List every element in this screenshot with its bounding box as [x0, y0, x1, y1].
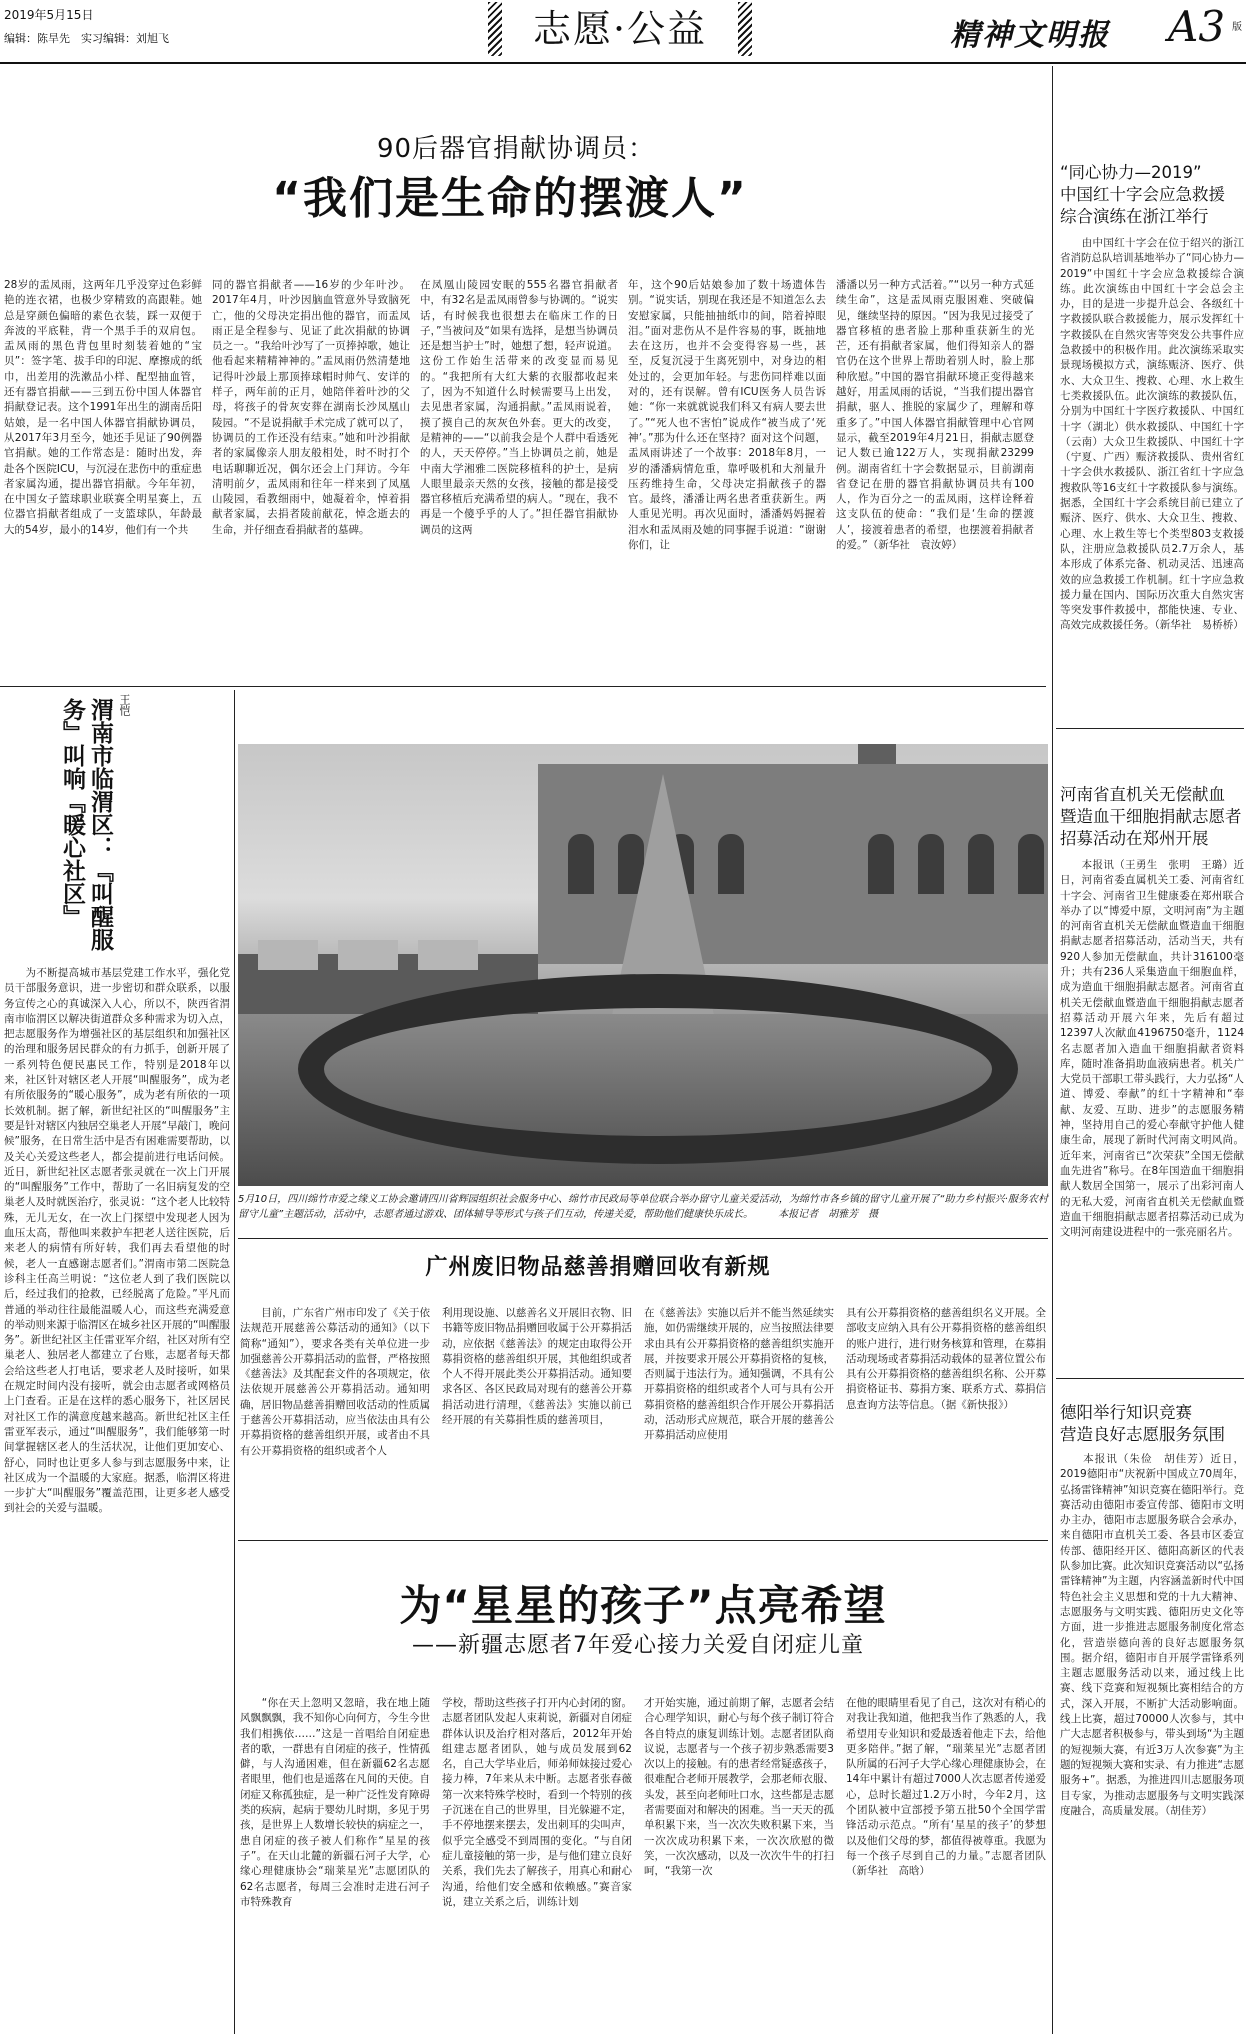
- xinjiang-story-column-3: 才开始实施，通过前期了解，志愿者会结合心理学知识，耐心与每个孩子制订符合各自特点的康复训练计划。志愿者团队商议说，志愿者与一个孩子初步熟悉需要3次以上的接触。有的患者经常疑惑孩子，很难配合老师开展教学，会那老师衣服、头发，甚至向老师吐口水，这些都是志愿者需要面对和解决的困难。当一天天的孤单积累下来，当一次次失败积累下来，当一次次成功积累下来，一次次欣慰的微笑，一次次感动，以及一次次牛牛的打扫呵，“我第一次: [644, 1697, 834, 1878]
- divider: [1056, 1378, 1244, 1379]
- sidebar-story-3-body: 本报讯（朱俭 胡佳芳）近日，2019德阳市“庆祝新中国成立70周年，弘扬雷锋精神”知识竞赛在德阳举行。竞赛活动由德阳市委宣传部、德阳市文明办主办，德阳市志愿服务联合会承办，来自德阳市直机关工委、各县市区委宣传部、德阳经开区、德阳高新区的代表队参加比赛。此次知识竞赛活动以“弘扬雷锋精神”为主题，内容涵盖新时代中国特色社会主义思想和党的十九大精神、志愿服务与文明实践、德阳历史文化等方面，进一步推进志愿服务制度化常态化，营造崇德向善的良好志愿服务氛围。据介绍，德阳市自开展学雷锋系列主题志愿服务活动以来，通过线上比赛、线下竞赛和短视频比赛相结合的方式，深入开展，不断扩大活动影响面。线上比赛，超过70000人次参与，其中广大志愿者积极参与，带头到场“为主题的短视频大赛，有近3万人次参赛”为主题的短视频大赛和实录、有力推进“志愿服务+”。据悉，为推进四川志愿服务项目专家，为推动志愿服务与文明实践深度融合，高质量发展。（胡佳芳）: [1060, 1453, 1244, 1817]
- main-story-column-1: 28岁的盂凤雨，这两年几乎没穿过色彩鲜艳的连衣裙，也极少穿精致的高跟鞋。她总是穿颜色偏暗的素色衣装，踩一双便于奔波的平底鞋，背一个黑手手的双肩包。盂凤雨的黑色背包里时刻装着她的“宝贝”：签字笔、拔手印的印泥、摩擦成的纸巾，出差用的洗漱品小样、配型抽血管，还有器官捐献——三到五份中国人体器官捐献登记表。这个1991年出生的湖南岳阳姑娘，是一名中国人体器官捐献协调员，从2017年3月至今，她还手见证了90例器官捐献。她的工作常态是：随时出发，奔赴各个医院ICU，与沉浸在悲伤中的重症患者家属沟通，提出器官捐献。今年年初，在中国女子篮球职业联赛全明星赛上，五位器官捐献者组成了一支篮球队，年龄最大的54岁，最小的14岁，他们有一个共: [4, 279, 202, 536]
- divider: [0, 686, 1046, 687]
- linwei-story-title: 渭南市临渭区：『叫醒服务』叫响『暖心社区』: [59, 698, 113, 951]
- section-title: 志愿·公益: [510, 2, 730, 56]
- xinjiang-story-column-1: “你在天上忽明又忽暗，我在地上随风飘飘飘，我不知你心向何方，今生今世我们相携依……”这是一首唱给自闭症患者的歌，一群患有自闭症的孩子，性情孤僻，与人沟通困难，但在新疆62名志愿者眼里，他们也是遥落在凡间的天使。自闭症又称孤独症，是一种广泛性发育障碍类的疾病，起病于婴幼儿时期，多见于男孩，是世界上人数增长较快的病症之一，患自闭症的孩子被人们称作“星星的孩子”。在天山北麓的新疆石河子大学，心缘心理健康协会“瑞莱星光”志愿团队的62名志愿者，每周三会准时走进石河子市特殊教育: [240, 1697, 430, 1908]
- photo-caption: 5月10日，四川绵竹市爱之缘义工协会邀请四川省辉园组织社会服务中心、绵竹市民政局等单位联合举办留守儿童关爱活动，为绵竹市各乡镇的留守儿童开展了“助力乡村振兴·服务农村留守儿童”主题活动，活动中，志愿者通过游戏、团体辅导等形式与孩子们互动，传递关爱，帮助他们健康快乐成长。 本报记者 胡雅芳 摄: [238, 1194, 1048, 1220]
- divider: [1056, 728, 1244, 729]
- sidebar-story-3-title: 德阳举行知识竞赛 营造良好志愿服务氛围: [1060, 1403, 1225, 1444]
- linwei-story-body: 为不断提高城市基层党建工作水平，强化党员干部服务意识，进一步密切和群众联系，以服务宣传之心的真诚深入人心，所以不，陕西省渭南市临渭区以解决街道群众多种需求为切入点，把志愿服务作为增强社区的基层组织和加强社区的治理和服务居民群众的有力抓手，创新开展了一系列特色便民惠民工作，特别是2018年以来，社区针对辖区老人开展“叫醒服务”，成为老有所依服务的“暖心服务”，成为老有所依的一项长效机制。据了解，新世纪社区的“叫醒服务”主要是针对辖区内独居空巢老人开展“早敲门，晚问候”服务，在日常生活中是否有困难需要帮助，以及关心关爱这些老人，都会提前进行电话问候。近日，新世纪社区志愿者张灵就在一次上门开展的“叫醒服务”工作中，帮助了一名旧病复发的空巢老人及时就医治疗，张灵说：“这个老人比较特殊，无儿无女，在一次上门探望中发现老人因为血压太高，帮他叫来救护车把老人送往医院，后来老人的病情有所好转，我们再去看望他的时候，老人一直感谢志愿者们。”渭南市第二医院急诊科主任高兰明说：“这位老人到了我们医院以后，经过我们的抢救，已经脱离了危险。”平凡而普通的举动往往最能温暖人心，而这些充满爱意的举动则来源于临渭区在城乡社区开展的“叫醒服务”。新世纪社区主任雷亚军介绍，社区对所有空巢老人、独居老人都建立了台账，志愿者每天都会给这些老人打电话，要求老人及时接听，如果在规定时间内没有接听，就会由志愿者或网格员上门查看。正是在这样的悉心服务下，社区居民对社区工作的满意度越来越高。新世纪社区主任雷亚军表示，通过“叫醒服务”，我们能够第一时间掌握辖区老人的生活状况，让他们更加安心、舒心，同时也让更多人参与到志愿服务中来，让社区成为一个温暖的大家庭。据悉，临渭区将进一步扩大“叫醒服务”覆盖范围，让更多老人感受到社会的关爱与温暖。: [4, 967, 230, 1515]
- page-suffix: 版: [1232, 22, 1242, 33]
- main-story-column-3: 在凤凰山陵园安眠的555名器官捐献者中，有32名是盂凤雨曾参与协调的。“说实话，有时候我也很想去在临床工作的日子，”当被问及“如果有选择，是想当协调员还是想当护士”时，她想了想，轻声说道。这份工作始生活带来的改变显而易见的。“我把所有大红大紫的衣服都收起来了，因为不知道什么时候需要马上出发，去见患者家属，沟通捐献。”盂凤雨说着，摸了摸自己的灰灰色外套。更大的改变，是精神的——“以前我会是个人群中看透死的人，天天停停。”当上协调员之前，她是中南大学湘雅二医院移植科的护士，是病人眼里最亲天然的女孩，接触的都是接受器官移植后充满希望的病人。“现在，我不再是一个傻乎乎的人了。”担任器官捐献协调员的这两: [420, 279, 618, 536]
- sidebar-story-2-title: 河南省直机关无偿献血 暨造血干细胞捐献志愿者 招募活动在郑州开展: [1060, 785, 1242, 848]
- divider: [238, 1238, 1048, 1239]
- main-story-column-2: 同的器官捐献者——16岁的少年叶沙。2017年4月，叶沙因脑血管意外导致脑死亡，他的父母决定捐出他的器官，而盂凤雨正是全程参与、见证了此次捐献的协调员之一。“我给叶沙写了一页捧掉歌，她让他看起来精精神神的。”盂凤雨仍然清楚地记得叶沙最上那顶捧球帽时帅气、安详的样子，两年前的正月，她陪伴着叶沙的父母，将孩子的骨灰安葬在湖南长沙凤凰山陵园。“不是说捐献手术完成了就可以了，协调员的工作还没有结束。”她和叶沙捐献者的家属像亲人朋友般相处，时不时打个电话聊聊近况，偶尔还会上门拜访。今年清明前夕，盂凤雨和往年一样来到了凤凰山陵园，看教细雨中，她凝着伞，悼着捐献者家属，去捐者陵前献花，悼念逝去的生命，并仔细查看捐献者的墓碑。: [212, 279, 410, 536]
- sidebar-divider: [1052, 66, 1053, 2034]
- main-story-column-5: 潘潘以另一种方式活着。”“以另一种方式延续生命”，这是盂凤雨克服困难、突破偏见，继续坚持的原因。“因为我见过接受了器官移植的患者脸上那种重获新生的光芒，还有捐献者家属，他们得知亲人的器官仍在这个世界上帮助着别人时，脸上那种欣慰。”中国的器官捐献环境正变得越来越好，用盂凤雨的话说，“当我们提出器官捐献，驱人、推脱的家属少了，理解和尊重多了。”中国人体器官捐献管理中心官网显示，截至2019年4月21日，捐献志愿登记人数已逾122万人，实现捐献23299例。湖南省红十字会数据显示，目前湖南省登记在册的器官捐献协调员共有100人，作为百分之一的盂凤雨，这样诠释着这支队伍的使命：“我们是‘生命的摆渡人’，接渡着患者的希望，也摆渡着捐献者的爱。”（新华社 袁汝婷）: [836, 279, 1034, 552]
- sidebar-story-2-body: 本报讯（王勇生 张明 王璐）近日，河南省委直属机关工委、河南省红十字会、河南省卫生健康委在郑州联合举办了以“博爱中原，文明河南”为主题的河南省直机关无偿献血暨造血干细胞捐献志愿者招募活动，活动当天，共有920人参加无偿献血，共计316100毫升；共有236人采集造血干细胞血样，成为造血干细胞捐献志愿者。河南省直机关无偿献血暨造血干细胞捐献志愿者招募活动开展六年来，先后有超过12397人次献血4196750毫升，1124名志愿者加入造血干细胞捐献者资料库，随时准备捐助血液病患者。机关广大党员干部职工带头践行，大力弘扬“人道、博爱、奉献”的红十字精神和“奉献、友爱、互助、进步”的志愿服务精神，坚持用自己的爱心奉献守护他人健康生命，展现了新时代河南文明风尚。近年来，河南省已“次荣获”全国无偿献血先进省”称号。在8年国造血干细胞捐献人数居全国第一，展示了出彩河南人的无私大爱，河南省直机关无偿献血暨造血干细胞捐献志愿者招募活动已成为文明河南建设进程中的一张亮丽名片。: [1060, 859, 1244, 1239]
- guangzhou-story-column-4: 具有公开募捐资格的慈善组织名义开展。全部收支应纳入具有公开募捐资格的慈善组织的账户进行，进行财务核算和管理，在募捐活动现场或者募捐活动载体的显著位置公布具有公开募捐资格的慈善组织名称、公开募捐资格证书、募捐方案、联系方式、募捐信息查询方法等信息。（据《新快报》）: [846, 1307, 1046, 1411]
- volunteer-activity-photo: [238, 744, 1048, 1186]
- xinjiang-story-title: 为“星星的孩子”点亮希望: [399, 1581, 887, 1630]
- guangzhou-story-column-1: 目前，广东省广州市印发了《关于依法规范开展慈善公募活动的通知》（以下简称“通知”），要求各类有关单位进一步加强慈善公开募捐活动的监督，严格按照《慈善法》及其配套文件的各项规定，依法依规开展慈善公开募捐活动。通知明确，居旧物品慈善捐赠回收活动的性质属于慈善公开募捐活动，应当依法由具有公开募捐资格的慈善组织开展，或者由不具有公开募捐资格的组织或者个人: [240, 1307, 430, 1457]
- xinjiang-story-subtitle: ——新疆志愿者7年爱心接力关爱自闭症儿童: [412, 1633, 864, 1658]
- guangzhou-story-column-3: 在《慈善法》实施以后并不能当然延续实施，如仍需继续开展的，应当按照法律要求由具有公开募捐资格的慈善组织实施开展，并按要求开展公开募捐资格的复核，否则属于违法行为。通知强调，不具有公开募捐资格的组织或者个人可与具有公开募捐资格的慈善组织合作开展公开募捐活动，活动形式应规范，联合开展的慈善公开募捐活动应使用: [644, 1307, 834, 1442]
- xinjiang-story-column-2: 学校，帮助这些孩子打开内心封闭的窗。志愿者团队发起人束莉说，新疆对自闭症群体认识及治疗相对落后，2012年开始组建志愿者团队，她与成员发展到62名，自己大学毕业后，师弟师妹接过爱心接力棒，7年来从未中断。志愿者张春薇第一次来特殊学校时，看到一个特别的孩子沉迷在自己的世界里，目光躲避不定，手不停地摆来摆去，发出刺耳的尖叫声，似乎完全感受不到周围的变化。“与自闭症儿童接触的第一步，是与他们建立良好关系，我们先去了解孩子，用真心和耐心沟通，给他们安全感和依赖感。”赛音家说，建立关系之后，训练计划: [442, 1697, 632, 1908]
- divider: [238, 1540, 1048, 1541]
- main-story-title: “我们是生命的摆渡人”: [272, 173, 748, 224]
- issue-date: 2019年5月15日: [4, 8, 94, 22]
- sidebar-story-1-body: 由中国红十字会在位于绍兴的浙江省消防总队培训基地举办了“同心协力—2019”中国红十字会应急救援综合演练。此次演练由中国红十字会总会主办，目的是进一步提升总会、各级红十字救援队联合救援能力，展示发挥红十字救援队在自然灾害等突发公共事件应急救援中的积极作用。此次演练采取实景现场模拟方式，演练赈济、医疗、供水、大众卫生、搜救、心理、水上救生七类救援队伍。此次演练的救援队伍，分别为中国红十字医疗救援队、中国红十字（湖北）供水救援队、中国红十字（云南）大众卫生救援队、中国红十字（宁夏、广西）赈济救援队、贵州省红十字会供水救援队、浙江省红十字应急搜救队等16支红十字救援队参与演练。据悉，全国红十字会系统目前已建立了赈济、医疗、供水、大众卫生、搜救、心理、水上救生等七个类型803支救援队，注册应急救援队员2.7万余人，基本形成了体系完备、机动灵活、迅速高效的应急救援工作机制。红十字应急救援力量在国内、国际历次重大自然灾害等突发事件救援中，都能快速、专业、高效完成救援任务。（新华社 易桥桥）: [1060, 237, 1244, 632]
- newspaper-name: 精神文明报: [950, 18, 1110, 53]
- main-story-column-4: 年，这个90后姑娘参加了数十场遗体告别。“说实话，别现在我还是不知道怎么去安慰家属，只能抽抽纸巾的间，陪着掉眼泪。”面对悲伤从不是件容易的事，既抽地去在这历，也并不会变得容易一些，甚至，反复沉浸于生离死别中，对身边的相处过的，会更加年轻。与悲伤同样难以面对的，还有误解。曾有ICU医务人员告诉她：“你一来就就说我们科又有病人要去世了。”“死人也不害怕”说成作“被当成了‘死神’。”那为什么还在坚持？面对这个问题，盂凤雨讲述了一个故事：2018年8月，一岁的潘潘病情危重，靠呼吸机和大剂量升压药维持生命，父母决定捐献孩子的器官。最终，潘潘让两名患者重获新生。两人重见光明。再次见面时，潘潘妈妈握着泪水和盂凤雨及她的同事握手说道：“谢谢你们，让: [628, 279, 826, 552]
- page-header: [0, 0, 1246, 64]
- guangzhou-story-column-2: 利用现设施、以慈善名义开展旧衣物、旧书籍等废旧物品捐赠回收属于公开募捐活动，应依据《慈善法》的规定由取得公开募捐资格的慈善组织开展，其他组织或者个人不得开展此类公开募捐活动。通知要求各区、各区民政局对现有的慈善公开募捐活动进行清理，《慈善法》实施以前已经开展的有关募捐性质的慈善项目，: [442, 1307, 632, 1427]
- editor-credits: 编辑：陈旱先 实习编辑：刘旭飞: [4, 32, 169, 45]
- page-number: A3: [1168, 2, 1226, 51]
- xinjiang-story-column-4: 在他的眼睛里看见了自己，这次对有稍心的对我让我知道，他把我当作了熟悉的人，我希望用专业知识和爱最透着他走下去，给他更多陪伴。”据了解，“瑞莱星光”志愿者团队所属的石河子大学心缘心理健康协会，在14年中累计有超过7000人次志愿者传递爱心，总时长超过1.2万小时，今年2月，这个团队被中宣部授予第五批50个全国学雷锋活动示范点。“所有‘星星的孩子’的梦想以及他们父母的梦，都值得被尊重。我愿为每一个孩子尽到自己的力量。”志愿者团队（新华社 高晗）: [846, 1697, 1046, 1878]
- linwei-story-author: 王恺: [118, 694, 131, 716]
- guangzhou-story-title: 广州废旧物品慈善捐赠回收有新规: [425, 1255, 771, 1280]
- column-divider: [234, 690, 235, 2034]
- main-story-subtitle: 90后器官捐献协调员：: [376, 134, 656, 164]
- sidebar-story-1-title: “同心协力—2019” 中国红十字会应急救援 综合演练在浙江举行: [1060, 163, 1225, 226]
